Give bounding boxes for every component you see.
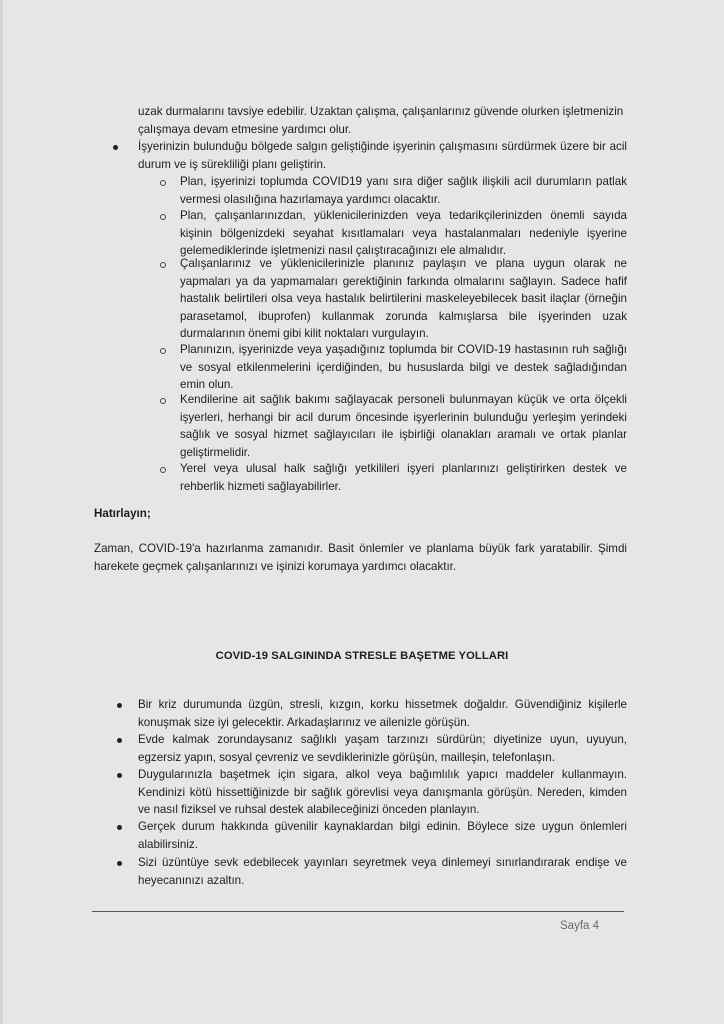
bullet-dot-icon (117, 703, 122, 708)
stress-bullet-2-text: Evde kalmak zorundaysanız sağlıklı yaşam tarzınızı sürdürün; diyetinize uyun, uyuyun, egzersiz yapın, sosyal çevreniz ve sevdiklerinizle görüşün, mailleşin, telefonlaşın. (138, 733, 627, 764)
stress-bullet-5-text: Sizi üzüntüye sevk edebilecek yayınları seyretmek veya dinlemeyi sınırlandırarak endişe ve heyecanınızı azaltın. (138, 856, 627, 887)
continuation-paragraph (138, 103, 638, 138)
sub-bullet-circle-icon (160, 262, 166, 268)
remember-heading: Hatırlayın; (94, 507, 151, 520)
sub-bullet-circle-icon (160, 398, 166, 404)
sub-bullet-circle-icon (160, 467, 166, 473)
footer-divider (92, 911, 624, 912)
section-title: COVID-19 SALGININDA STRESLE BAŞETME YOLLARI (215, 650, 509, 662)
sub-bullet-2-text: Plan, çalışanlarınızdan, yüklenicilerinizden veya tedarikçilerinizden önemli sayıda kişinin bölgenizdeki seyahat kısıtlamaları veya hastalanmaları nedeniyle işyerine gelemediklerinde işletmenizi nasıl çalıştıracağınızı ele almalıdır. (180, 209, 627, 258)
bullet-dot-icon (117, 738, 122, 743)
sub-bullet-6-text: Yerel veya ulusal halk sağlığı yetkilileri işyeri planlarınızı geliştirirken destek ve rehberlik hizmeti sağlayabilirler. (180, 462, 627, 493)
sub-bullet-circle-icon (160, 348, 166, 354)
sub-bullet-1-text: Plan, işyerinizi toplumda COVID19 yanı sıra diğer sağlık ilişkili acil durumların patlak vermesi olasılığına hazırlamaya yardımcı olacaktır. (180, 175, 627, 206)
continuation-line-1: uzak durmalarını tavsiye edebilir. Uzaktan çalışma, çalışanlarınız güvende olurken işletmenizin (138, 105, 624, 118)
bullet-dot-icon (117, 773, 122, 778)
sub-bullet-5-text: Kendilerine ait sağlık bakımı sağlayacak personeli bulunmayan küçük ve orta ölçekli işyerleri, herhangi bir acil durum öncesinde işyerlerinin bulunduğu yerleşim yerindeki sağlık ve sosyal hizmet sağlayıcıları ile işbirliği olanakları aramalı ve ortak planlar geliştirmelidir. (180, 393, 627, 459)
page-number: Sayfa 4 (560, 920, 599, 932)
stress-bullet-4-text: Gerçek durum hakkında güvenilir kaynaklardan bilgi edinin. Böylece size uygun önlemleri alabilirsiniz. (138, 820, 627, 851)
bullet-main-text: İşyerinizin bulunduğu bölgede salgın geliştiğinde işyerinin çalışmasını sürdürmek üzere bir acil durum ve iş sürekliliği planı geliştirin. (138, 140, 627, 171)
sub-bullet-3-text: Çalışanlarınız ve yüklenicilerinizle planınız paylaşın ve plana uygun olarak ne yapmaları ya da yapmamaları gerektiğinin farkında olmalarını sağlayın. Sadece hafif hastalık belirtileri olsa veya hastalık belirtilerini maskeleyebilecek basit ilaçlar (örneğin parasetamol, ibuprofen) kullanmak zorunda kalmışlarsa bile işyerinden uzak durmalarının önemi gibi kilit noktaları vurgulayın. (180, 257, 627, 341)
sub-bullet-circle-icon (160, 180, 166, 186)
sub-bullet-circle-icon (160, 214, 166, 220)
sub-bullet-4-text: Planınızın, işyerinizde veya yaşadığınız toplumda bir COVID-19 hastasının ruh sağlığı ve sosyal etkilenmelerini içerdiğinden, bu hususlarda bilgi ve destek sağladığından emin olun. (180, 343, 627, 392)
bullet-dot-icon (117, 861, 122, 866)
stress-bullet-3-text: Duygularınızla başetmek için sigara, alkol veya bağımlılık yapıcı maddeler kullanmayın. Kendinizi kötü hissettiğinizde bir sağlık görevlisi veya danışmanla görüşün. Nereden, kimden ve nasıl fiziksel ve ruhsal destek alabileceğinizi önceden planlayın. (138, 768, 627, 817)
bullet-dot-icon (113, 145, 118, 150)
remember-text: Zaman, COVID-19'a hazırlanma zamanıdır. Basit önlemler ve planlama büyük fark yaratabilir. Şimdi harekete geçmek çalışanlarınızı ve işinizi korumaya yardımcı olacaktır. (94, 542, 627, 573)
continuation-line-2: çalışmaya devam etmesine yardımcı olur. (138, 122, 352, 136)
stress-bullet-1-text: Bir kriz durumunda üzgün, stresli, kızgın, korku hissetmek doğaldır. Güvendiğiniz kişilerle konuşmak size iyi gelecektir. Arkadaşlarınız ve ailenizle görüşün. (138, 698, 627, 729)
bullet-dot-icon (117, 825, 122, 830)
page-edge (0, 0, 3, 1024)
